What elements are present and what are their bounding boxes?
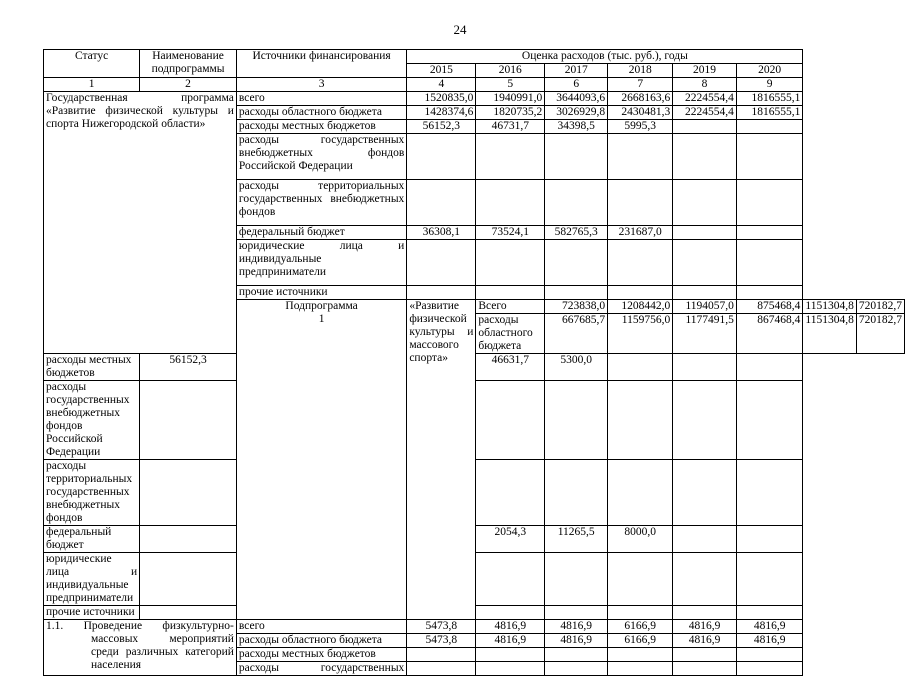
header-sources: Источники финансирования xyxy=(236,50,406,78)
column-number: 7 xyxy=(608,78,673,92)
column-number: 8 xyxy=(673,78,737,92)
value-cell: 46731,7 xyxy=(476,120,545,134)
value-cell xyxy=(736,180,803,226)
value-cell: 3644093,6 xyxy=(545,92,608,106)
value-cell xyxy=(608,648,673,662)
value-cell xyxy=(476,460,545,526)
value-cell: 231687,0 xyxy=(608,226,673,240)
column-number: 5 xyxy=(476,78,545,92)
value-cell: 34398,5 xyxy=(545,120,608,134)
header-status: Статус xyxy=(44,50,140,78)
value-cell: 720182,7 xyxy=(856,300,904,314)
column-number: 4 xyxy=(407,78,476,92)
column-number: 6 xyxy=(545,78,608,92)
financing-table xyxy=(43,49,905,676)
source-local: расходы местных бюджетов xyxy=(44,354,140,381)
header-year: 2018 xyxy=(608,64,673,78)
header-expenses: Оценка расходов (тыс. руб.), годы xyxy=(407,50,803,64)
source-local: расходы местных бюджетов xyxy=(236,120,406,134)
value-cell xyxy=(608,354,673,381)
value-cell xyxy=(545,662,608,676)
value-cell: 1520835,0 xyxy=(407,92,476,106)
value-cell: 1820735,2 xyxy=(476,106,545,120)
value-cell xyxy=(736,286,803,300)
value-cell xyxy=(608,662,673,676)
source-legal-entities: юридические лица и индивидуальные предприниматели xyxy=(236,240,406,286)
value-cell: 1151304,8 xyxy=(803,314,856,354)
source-local: расходы местных бюджетов xyxy=(236,648,406,662)
value-cell xyxy=(736,354,803,381)
value-cell: 4816,9 xyxy=(476,620,545,634)
value-cell xyxy=(476,381,545,460)
value-cell xyxy=(545,134,608,180)
column-number: 9 xyxy=(736,78,803,92)
value-cell: 2430481,3 xyxy=(608,106,673,120)
value-cell xyxy=(476,553,545,606)
value-cell xyxy=(673,460,737,526)
value-cell: 11265,5 xyxy=(545,526,608,553)
value-cell xyxy=(407,180,476,226)
value-cell xyxy=(476,134,545,180)
column-number: 2 xyxy=(140,78,237,92)
column-number: 1 xyxy=(44,78,140,92)
source-total: всего xyxy=(236,92,406,106)
header-year: 2015 xyxy=(407,64,476,78)
value-cell: 582765,3 xyxy=(545,226,608,240)
value-cell: 875468,4 xyxy=(736,300,803,314)
header-year: 2019 xyxy=(673,64,737,78)
value-cell: 73524,1 xyxy=(476,226,545,240)
value-cell xyxy=(545,606,608,620)
value-cell xyxy=(673,662,737,676)
value-cell: 4816,9 xyxy=(736,620,803,634)
source-regional: расходы областного бюджета xyxy=(476,314,545,354)
source-total: всего xyxy=(236,620,406,634)
value-cell xyxy=(673,381,737,460)
source-state-funds: расходы государственных xyxy=(236,662,406,676)
value-cell: 2224554,4 xyxy=(673,92,737,106)
value-cell: 723838,0 xyxy=(545,300,608,314)
value-cell: 1151304,8 xyxy=(803,300,856,314)
value-cell: 5995,3 xyxy=(608,120,673,134)
value-cell xyxy=(673,120,737,134)
value-cell xyxy=(736,553,803,606)
value-cell: 5473,8 xyxy=(407,620,476,634)
measure-name-cell: 1.1. Проведение физкультурно- массовых мероприятий среди различных категорий населения xyxy=(44,620,237,676)
value-cell xyxy=(545,240,608,286)
source-legal-entities: юридические лица и индивидуальные предприниматели xyxy=(44,553,140,606)
value-cell: 720182,7 xyxy=(856,314,904,354)
value-cell xyxy=(736,460,803,526)
value-cell xyxy=(407,662,476,676)
source-total: Всего xyxy=(476,300,545,314)
value-cell xyxy=(736,381,803,460)
value-cell xyxy=(608,180,673,226)
value-cell xyxy=(736,120,803,134)
source-other: прочие источники xyxy=(236,286,406,300)
value-cell xyxy=(736,648,803,662)
value-cell: 56152,3 xyxy=(407,120,476,134)
value-cell xyxy=(608,460,673,526)
value-cell: 4816,9 xyxy=(736,634,803,648)
value-cell: 8000,0 xyxy=(608,526,673,553)
value-cell: 4816,9 xyxy=(545,620,608,634)
value-cell: 5473,8 xyxy=(407,634,476,648)
value-cell xyxy=(673,226,737,240)
value-cell xyxy=(736,134,803,180)
value-cell: 4816,9 xyxy=(673,634,737,648)
value-cell xyxy=(476,286,545,300)
value-cell xyxy=(673,526,737,553)
value-cell xyxy=(407,286,476,300)
value-cell: 5300,0 xyxy=(545,354,608,381)
value-cell xyxy=(736,226,803,240)
value-cell: 1159756,0 xyxy=(608,314,673,354)
column-number: 3 xyxy=(236,78,406,92)
value-cell xyxy=(736,606,803,620)
source-regional: расходы областного бюджета xyxy=(236,106,406,120)
value-cell: 2668163,6 xyxy=(608,92,673,106)
value-cell xyxy=(673,180,737,226)
source-territorial-funds: расходы территориальных государственных внебюджетных фондов xyxy=(236,180,406,226)
source-state-funds: расходы государственных внебюджетных фондов Российской Федерации xyxy=(44,381,140,460)
value-cell: 1428374,6 xyxy=(407,106,476,120)
value-cell xyxy=(673,134,737,180)
value-cell: 56152,3 xyxy=(140,354,237,381)
value-cell xyxy=(545,460,608,526)
value-cell: 2054,3 xyxy=(476,526,545,553)
value-cell xyxy=(673,606,737,620)
value-cell: 1208442,0 xyxy=(608,300,673,314)
source-federal: федеральный бюджет xyxy=(44,526,140,553)
value-cell xyxy=(608,381,673,460)
value-cell xyxy=(545,180,608,226)
page-number: 24 xyxy=(453,22,467,37)
value-cell xyxy=(673,553,737,606)
value-cell xyxy=(476,648,545,662)
value-cell xyxy=(545,553,608,606)
value-cell xyxy=(736,240,803,286)
value-cell xyxy=(736,662,803,676)
value-cell: 4816,9 xyxy=(673,620,737,634)
source-other: прочие источники xyxy=(44,606,140,620)
header-subprogram-name: Наименование подпрограммы xyxy=(140,50,237,78)
value-cell xyxy=(140,606,237,620)
value-cell: 1816555,1 xyxy=(736,106,803,120)
source-territorial-funds: расходы территориальных государственных внебюджетных фондов xyxy=(44,460,140,526)
value-cell xyxy=(407,134,476,180)
value-cell xyxy=(545,648,608,662)
value-cell: 2224554,4 xyxy=(673,106,737,120)
value-cell: 867468,4 xyxy=(736,314,803,354)
value-cell xyxy=(140,381,237,460)
subprogram-name-cell: «Развитие физической культуры и массового спорта» xyxy=(407,300,476,620)
header-year: 2017 xyxy=(545,64,608,78)
value-cell xyxy=(476,606,545,620)
value-cell xyxy=(608,286,673,300)
value-cell xyxy=(407,648,476,662)
value-cell xyxy=(673,354,737,381)
value-cell xyxy=(140,526,237,553)
subprogram-status-cell: Подпрограмма 1 xyxy=(236,300,406,620)
value-cell: 667685,7 xyxy=(545,314,608,354)
value-cell: 6166,9 xyxy=(608,620,673,634)
value-cell xyxy=(545,286,608,300)
value-cell: 1940991,0 xyxy=(476,92,545,106)
value-cell xyxy=(608,553,673,606)
value-cell xyxy=(476,240,545,286)
value-cell xyxy=(476,662,545,676)
value-cell: 4816,9 xyxy=(545,634,608,648)
table-row xyxy=(44,620,905,634)
header-year: 2020 xyxy=(736,64,803,78)
header-year: 2016 xyxy=(476,64,545,78)
value-cell: 4816,9 xyxy=(476,634,545,648)
value-cell xyxy=(673,648,737,662)
value-cell xyxy=(673,286,737,300)
value-cell xyxy=(673,240,737,286)
value-cell: 46631,7 xyxy=(476,354,545,381)
table-row xyxy=(44,92,905,106)
value-cell xyxy=(608,240,673,286)
value-cell xyxy=(140,460,237,526)
value-cell xyxy=(736,526,803,553)
value-cell: 36308,1 xyxy=(407,226,476,240)
source-federal: федеральный бюджет xyxy=(236,226,406,240)
value-cell: 1177491,5 xyxy=(673,314,737,354)
value-cell xyxy=(476,180,545,226)
value-cell xyxy=(545,381,608,460)
value-cell: 1816555,1 xyxy=(736,92,803,106)
value-cell: 1194057,0 xyxy=(673,300,737,314)
value-cell xyxy=(608,606,673,620)
source-state-funds: расходы государственных внебюджетных фондов Российской Федерации xyxy=(236,134,406,180)
value-cell xyxy=(140,553,237,606)
source-regional: расходы областного бюджета xyxy=(236,634,406,648)
value-cell xyxy=(608,134,673,180)
program-status-cell: Государственная программа «Развитие физической культуры и спорта Нижегородской области» xyxy=(44,92,237,354)
value-cell: 6166,9 xyxy=(608,634,673,648)
value-cell: 3026929,8 xyxy=(545,106,608,120)
value-cell xyxy=(407,240,476,286)
